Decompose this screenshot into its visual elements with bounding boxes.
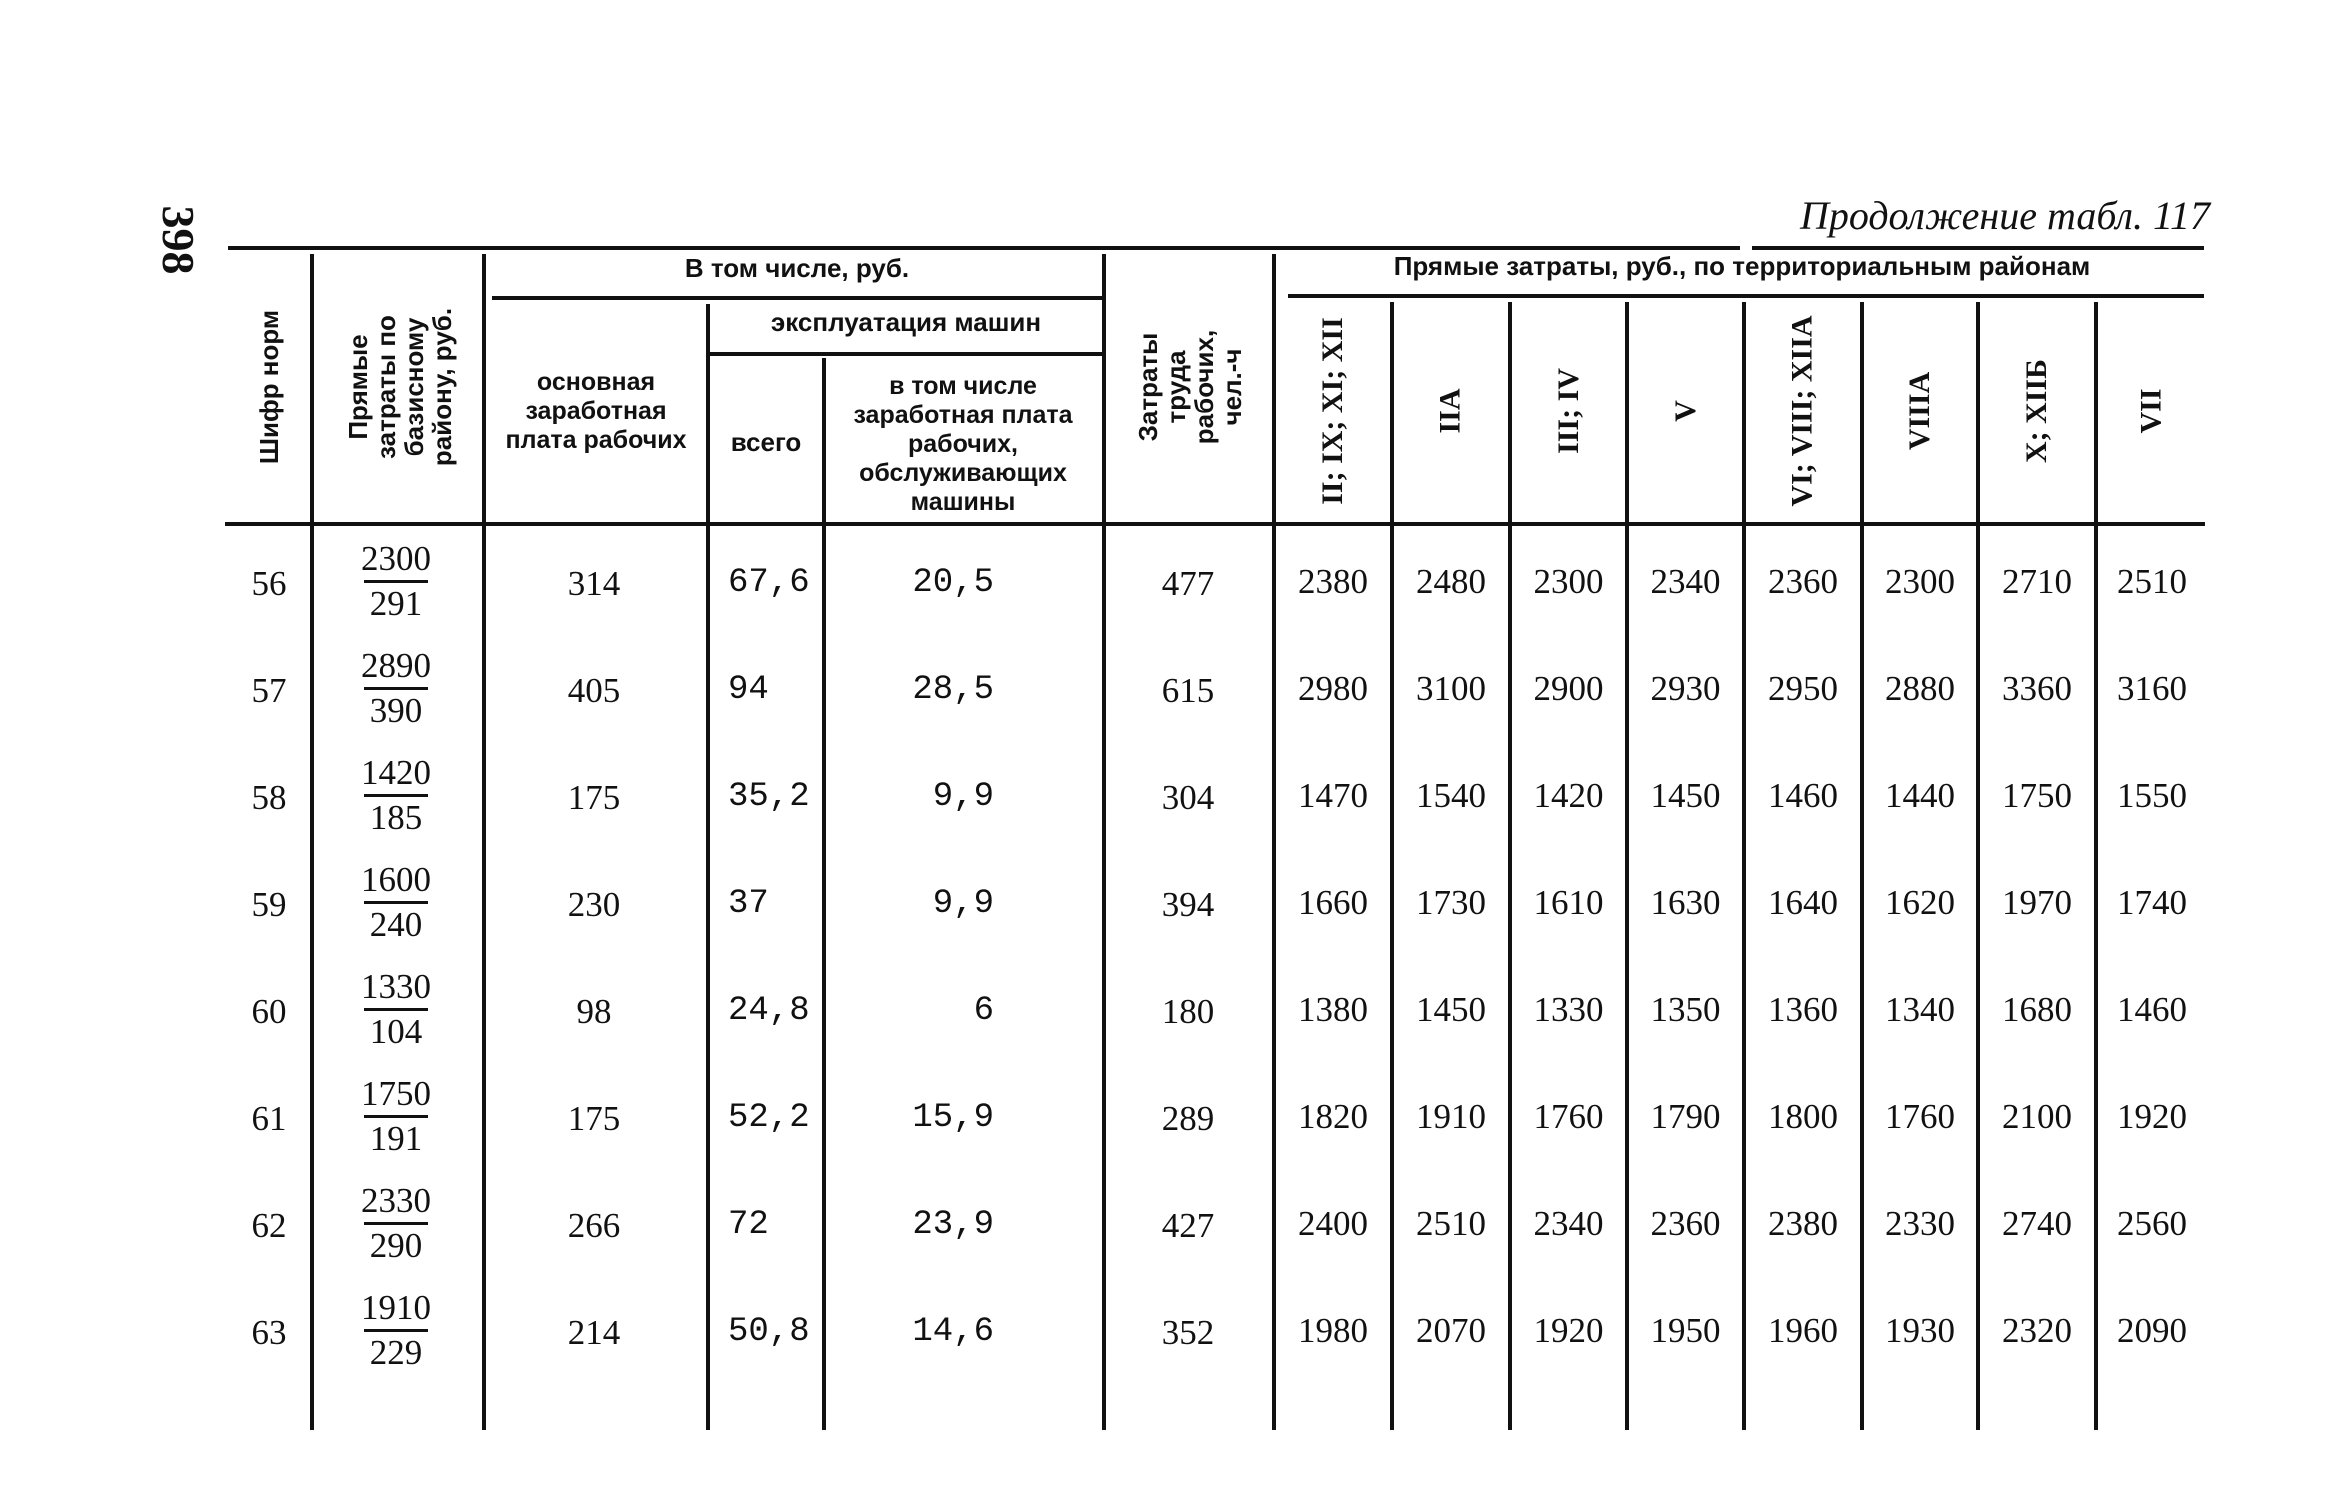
- cell-labor: 304: [1161, 778, 1215, 817]
- fraction-bar: [364, 1329, 428, 1332]
- fraction-bar: [364, 1115, 428, 1118]
- header-region-8: [2098, 302, 2206, 520]
- cell-machine-wages: 14,6: [912, 1313, 994, 1351]
- header-region-4-text: V: [1668, 400, 1702, 422]
- cell-region-2: 2510: [1416, 1204, 1486, 1243]
- regional-group-rule: [1288, 294, 2204, 298]
- cell-region-1: 1660: [1298, 883, 1368, 922]
- cell-region-8: 1920: [2117, 1097, 2187, 1136]
- cell-region-4: 1350: [1650, 990, 1721, 1029]
- header-region-3: [1512, 302, 1625, 520]
- cell-code: 61: [251, 1099, 287, 1138]
- cell-region-5: 1800: [1768, 1097, 1838, 1136]
- fraction-bar: [364, 687, 428, 690]
- header-region-3-text: III; IV: [1551, 368, 1585, 454]
- cell-machine-wages: 23,9: [912, 1206, 994, 1244]
- cell-region-8: 1740: [2117, 883, 2187, 922]
- cell-region-1: 1980: [1298, 1311, 1368, 1350]
- top-rule-right: [1752, 246, 2204, 250]
- cell-code: 59: [251, 885, 287, 924]
- cell-region-3: 1610: [1533, 883, 1604, 922]
- cell-basic-wages: 98: [576, 992, 612, 1031]
- cell-region-6: 2330: [1885, 1204, 1955, 1243]
- cell-machine-total: 24,8: [728, 992, 810, 1030]
- cell-region-2: 3100: [1416, 669, 1486, 708]
- fraction-denominator: 240: [369, 905, 423, 944]
- cell-machine-total: 94: [728, 671, 769, 709]
- including-group-rule: [492, 296, 1102, 300]
- cell-machine-total: 72: [728, 1206, 769, 1244]
- cell-machine-total: 50,8: [728, 1313, 810, 1351]
- cell-basic-wages: 266: [567, 1206, 621, 1245]
- cell-region-2: 1730: [1416, 883, 1486, 922]
- cell-region-4: 2360: [1650, 1204, 1721, 1243]
- machine-group-rule: [710, 352, 1102, 356]
- cell-region-4: 1630: [1650, 883, 1721, 922]
- fraction-bar: [364, 794, 428, 797]
- fraction-bar: [364, 580, 428, 583]
- cell-code: 60: [251, 992, 287, 1031]
- cell-region-8: 1550: [2117, 776, 2187, 815]
- cell-region-5: 1960: [1768, 1311, 1838, 1350]
- cell-machine-wages: 6: [973, 992, 994, 1030]
- cell-region-7: 2320: [2002, 1311, 2072, 1350]
- cell-machine-wages: 28,5: [912, 671, 994, 709]
- fraction-numerator: 1750: [361, 1074, 431, 1113]
- header-bottom-rule: [225, 522, 2205, 526]
- cell-region-6: 2880: [1885, 669, 1955, 708]
- header-region-7: [1980, 302, 2094, 520]
- cell-region-8: 1460: [2117, 990, 2187, 1029]
- fraction-denominator: 390: [369, 691, 423, 730]
- cell-labor: 289: [1161, 1099, 1215, 1138]
- cell-region-3: 1760: [1533, 1097, 1604, 1136]
- header-including: В том числе, руб.: [684, 253, 910, 283]
- fraction-denominator: 191: [369, 1119, 423, 1158]
- cell-region-2: 2070: [1416, 1311, 1486, 1350]
- cell-region-4: 2930: [1650, 669, 1721, 708]
- cell-basic-wages: 175: [567, 778, 621, 817]
- column-divider: [310, 254, 314, 1430]
- column-divider: [1102, 254, 1106, 1430]
- cell-base-costs-fraction: [356, 754, 436, 837]
- cell-region-5: 1460: [1768, 776, 1838, 815]
- header-region-8-text: VII: [2134, 388, 2168, 434]
- cell-basic-wages: 230: [567, 885, 621, 924]
- cell-machine-total: 35,2: [728, 778, 810, 816]
- header-code: [230, 254, 308, 520]
- cell-region-4: 1450: [1650, 776, 1721, 815]
- cell-region-6: 1760: [1885, 1097, 1955, 1136]
- cell-region-7: 1970: [2002, 883, 2072, 922]
- cell-region-3: 1420: [1533, 776, 1604, 815]
- header-region-6: [1864, 302, 1976, 520]
- cell-machine-wages: 9,9: [932, 885, 994, 923]
- cell-base-costs-fraction: [356, 1182, 436, 1265]
- cell-region-5: 2950: [1768, 669, 1838, 708]
- column-divider: [482, 254, 486, 1430]
- fraction-numerator: 2330: [361, 1181, 431, 1220]
- header-region-4: [1629, 302, 1742, 520]
- header-region-2: [1394, 302, 1508, 520]
- header-region-5: [1746, 302, 1860, 520]
- cell-region-2: 2480: [1416, 562, 1486, 601]
- cell-region-6: 1930: [1885, 1311, 1955, 1350]
- cell-basic-wages: 175: [567, 1099, 621, 1138]
- fraction-numerator: 2890: [361, 646, 431, 685]
- header-machine-operation: эксплуатация машин: [770, 307, 1042, 337]
- fraction-denominator: 185: [369, 798, 423, 837]
- cell-region-2: 1450: [1416, 990, 1486, 1029]
- cell-region-6: 2300: [1885, 562, 1955, 601]
- header-region-2-text: IIA: [1433, 388, 1467, 434]
- cell-region-1: 1820: [1298, 1097, 1368, 1136]
- header-base-costs: [320, 254, 480, 520]
- fraction-numerator: 2300: [361, 539, 431, 578]
- fraction-bar: [364, 1222, 428, 1225]
- cell-region-8: 3160: [2117, 669, 2187, 708]
- cell-basic-wages: 405: [567, 671, 621, 710]
- cell-code: 63: [251, 1313, 287, 1352]
- fraction-numerator: 1910: [361, 1288, 431, 1327]
- cell-region-5: 2360: [1768, 562, 1838, 601]
- cell-region-2: 1540: [1416, 776, 1486, 815]
- cell-base-costs-fraction: [356, 1075, 436, 1158]
- header-region-5-text: VI; VIII; XIIA: [1786, 315, 1819, 507]
- fraction-numerator: 1330: [361, 967, 431, 1006]
- cell-machine-total: 37: [728, 885, 769, 923]
- cell-labor: 477: [1161, 564, 1215, 603]
- cell-basic-wages: 214: [567, 1313, 621, 1352]
- column-divider: [706, 304, 710, 1430]
- page-number: 398: [153, 205, 204, 275]
- cell-region-6: 1620: [1885, 883, 1955, 922]
- fraction-denominator: 291: [369, 584, 423, 623]
- cell-machine-wages: 15,9: [912, 1099, 994, 1137]
- cell-region-4: 1790: [1650, 1097, 1721, 1136]
- cell-region-6: 1340: [1885, 990, 1955, 1029]
- fraction-numerator: 1420: [361, 753, 431, 792]
- cell-region-7: 3360: [2002, 669, 2072, 708]
- cell-region-3: 2300: [1533, 562, 1604, 601]
- header-base-costs-text: Прямые затраты по базисному району, руб.: [343, 307, 457, 467]
- header-machine-wages: в том числе заработная плата рабочих, обслуживающих машины: [853, 372, 1073, 516]
- cell-region-7: 1750: [2002, 776, 2072, 815]
- cell-region-3: 1920: [1533, 1311, 1604, 1350]
- cell-code: 62: [251, 1206, 287, 1245]
- cell-base-costs-fraction: [356, 647, 436, 730]
- cell-region-7: 2740: [2002, 1204, 2072, 1243]
- cell-region-2: 1910: [1416, 1097, 1486, 1136]
- header-region-1: [1276, 302, 1390, 520]
- cell-region-3: 2900: [1533, 669, 1604, 708]
- header-code-text: Шифр норм: [254, 309, 285, 465]
- cell-machine-wages: 9,9: [932, 778, 994, 816]
- cell-region-7: 2710: [2002, 562, 2072, 601]
- header-region-1-text: II; IX; XI; XII: [1316, 317, 1350, 505]
- fraction-denominator: 229: [369, 1333, 423, 1372]
- cell-labor: 394: [1161, 885, 1215, 924]
- cell-region-1: 1470: [1298, 776, 1368, 815]
- cell-region-1: 1380: [1298, 990, 1368, 1029]
- header-labor: [1110, 254, 1270, 520]
- fraction-denominator: 290: [369, 1226, 423, 1265]
- header-machine-total: всего: [730, 427, 802, 457]
- top-rule-left: [228, 246, 1740, 250]
- cell-labor: 615: [1161, 671, 1215, 710]
- cell-region-7: 1680: [2002, 990, 2072, 1029]
- cell-region-7: 2100: [2002, 1097, 2072, 1136]
- fraction-denominator: 104: [369, 1012, 423, 1051]
- fraction-numerator: 1600: [361, 860, 431, 899]
- cell-region-5: 1640: [1768, 883, 1838, 922]
- cell-code: 58: [251, 778, 287, 817]
- cell-machine-wages: 20,5: [912, 564, 994, 602]
- cell-code: 57: [251, 671, 287, 710]
- cell-region-1: 2980: [1298, 669, 1368, 708]
- cell-region-8: 2510: [2117, 562, 2187, 601]
- cell-labor: 180: [1161, 992, 1215, 1031]
- cell-region-5: 2380: [1768, 1204, 1838, 1243]
- cell-machine-total: 52,2: [728, 1099, 810, 1137]
- cell-labor: 352: [1161, 1313, 1215, 1352]
- cell-region-3: 2340: [1533, 1204, 1604, 1243]
- cell-region-5: 1360: [1768, 990, 1838, 1029]
- header-regional: Прямые затраты, руб., по территориальным районам: [1393, 251, 2091, 281]
- cell-region-1: 2400: [1298, 1204, 1368, 1243]
- cell-region-6: 1440: [1885, 776, 1955, 815]
- cell-region-8: 2090: [2117, 1311, 2187, 1350]
- cell-base-costs-fraction: [356, 1289, 436, 1372]
- header-region-6-text: VIIIA: [1902, 371, 1936, 451]
- cell-region-4: 1950: [1650, 1311, 1721, 1350]
- header-labor-text: Затраты труда рабочих, чел.-ч: [1133, 329, 1247, 445]
- cell-region-4: 2340: [1650, 562, 1721, 601]
- cell-base-costs-fraction: [356, 861, 436, 944]
- fraction-bar: [364, 901, 428, 904]
- cell-code: 56: [251, 564, 287, 603]
- fraction-bar: [364, 1008, 428, 1011]
- header-region-7-text: X; XIIБ: [2019, 358, 2053, 464]
- table-caption: Продолжение табл. 117: [1799, 193, 2210, 238]
- cell-machine-total: 67,6: [728, 564, 810, 602]
- cell-base-costs-fraction: [356, 540, 436, 623]
- cell-basic-wages: 314: [567, 564, 621, 603]
- header-basic-wages: основная заработная плата рабочих: [505, 368, 687, 454]
- cell-base-costs-fraction: [356, 968, 436, 1051]
- cell-region-8: 2560: [2117, 1204, 2187, 1243]
- cell-region-1: 2380: [1298, 562, 1368, 601]
- cell-region-3: 1330: [1533, 990, 1604, 1029]
- cell-labor: 427: [1161, 1206, 1215, 1245]
